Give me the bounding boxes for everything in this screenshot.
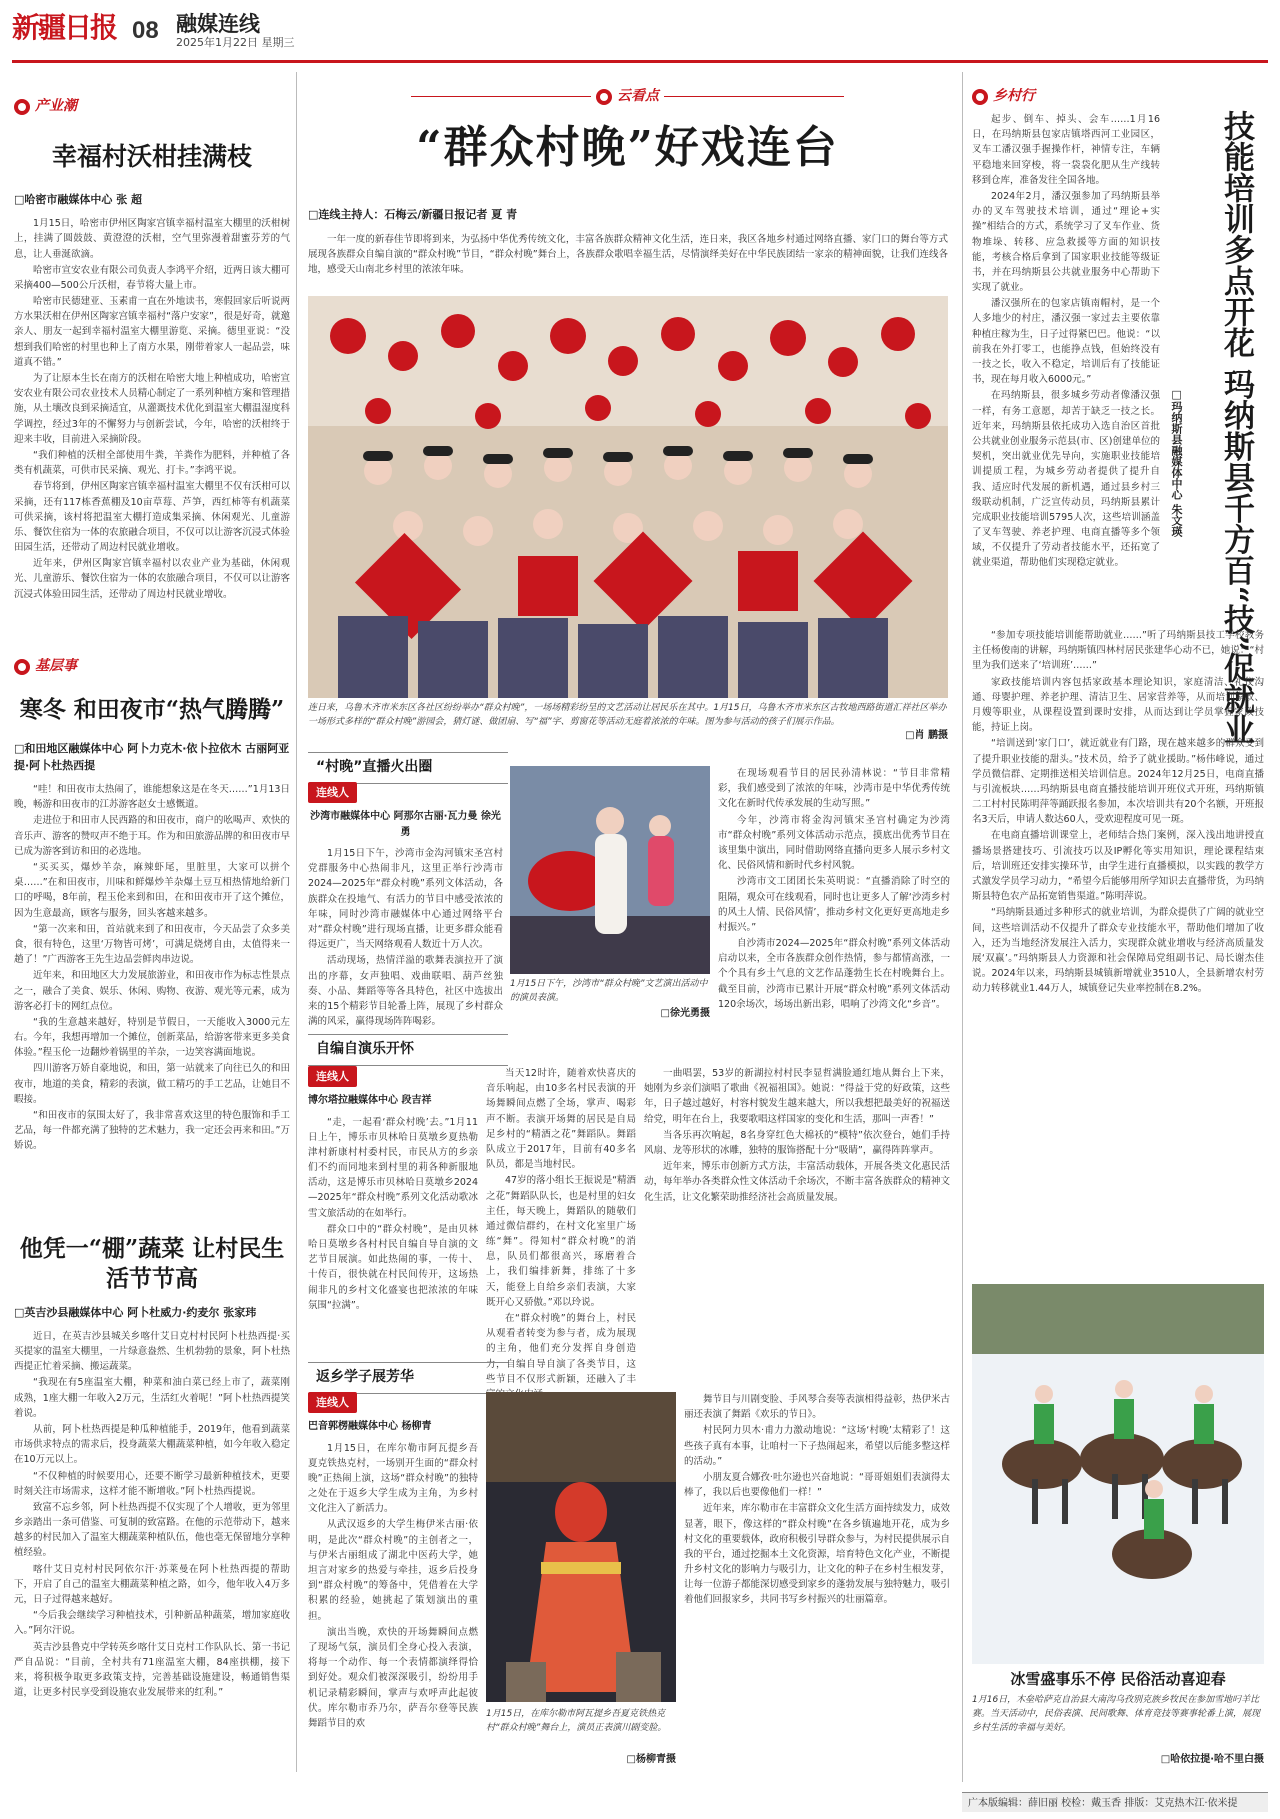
story-body: 1月15日，哈密市伊州区陶家宫镇幸福村温室大棚里的沃柑树上，挂满了圆鼓鼓、黄澄澄的沃柑，空气里弥漫着甜蜜芬芳的气息，让人垂涎欲滴。 哈密市宣安农业有限公司负责人李鸿平介绍，近两日该大棚可采摘400—500公斤沃柑，春节将大量上市。 哈密市民德建亚、玉素甫一直在外地读书，寒假回家后听说两方水果沃柑在伊州区陶家宫镇幸福村“落户安家”，很是好奇，就邀亲人、朋友一起到幸福村温室大棚里游览、采摘。德里亚说：“没想到我们哈密的村里也种上了南方水果，刚带着家人一起品尝，味道真不错。” 为了让原本生长在南方的沃柑在哈密大地上种植成功，哈密宣安农业有限公司农业技术人员精心制定了一系列种植方案和管理措施，从土壤改良到采摘适宜，从灌溉技术优化到温室大棚温湿度科学调控，经过3年的不懈努力与创新尝试，今年，哈密的沃柑终于迎来丰收，目前进入采摘阶段。 “我们种植的沃柑全部使用牛粪，羊粪作为肥料，并种植了各类有机蔬菜，可供市民采摘、观光、打卡。”李鸿平说。 春节将到，伊州区陶家宫镇幸福村温室大棚里不仅有沃柑可以采摘，还有117栋香蕉棚及10亩草莓、芦笋，西红柿等有机蔬菜可供采摘，该村将把温室大棚打造成集采摘、休闲观光、儿童游乐、餐饮住宿为一体的农旅融合项目，不仅可以让游客沉浸式体验田园生活，还带动了周边村民就业增收。 近年来，伊州区陶家宫镇幸福村以农业产业为基础，休闲观光、儿童游乐、餐饮住宿为一体的农旅融合项目，不仅可以让游客沉浸式体验田园生活，还带动了周边村民就业增收。 [14,218,290,600]
story-body: 当天12时许，随着欢快喜庆的音乐响起，由10多名村民表演的开场舞瞬间点燃了全场，掌声、喝彩声不断。表演开场舞的居民是自局足乡村的“精酒之花”舞蹈队。舞蹈队成立于2017年，目前有40多名队员，都是当地村民。 47岁的落小组长王振说是“精酒之花”舞蹈队队长，也是村里的妇女主任，每天晚上，舞蹈队的随敬们通过微信群约，在村文化室里广场练“舞”。得知村“群众村晚”的消息，队员们都很高兴，琢磨着合上，我们编排新舞，排练了十多天，能登上自给乡亲们表演，大家既开心又骄傲。”邓以玲说。 在“群众村晚”的舞台上，村民从观看者转变为参与者，成为展现的主角，他们充分发挥自身创造力，自编自导自演了各类节目，这些节目不仅形式新颖，还融入了丰 [486,1068,637,1385]
photo-credit: □杨柳青摄 [626,1754,676,1765]
editor-credits: 广本版编辑：薛旧丽 校检：戴玉香 排版：艾克热木江·依米提 [962,1792,1268,1812]
right-tag-row [972,86,1152,110]
section-self-directed [308,1034,948,1066]
photo-headline: 冰雪盛事乐不停 民俗活动喜迎春 [1010,1670,1226,1688]
photo-caption: 连日来，乌鲁木齐市米东区各社区纷纷举办“群众村晚”，一场场精彩纷呈的文艺活动让居民乐在其中。1月15日，乌鲁木齐市米东区古牧地西路街道汇祥社区举办一场形式多样的“群众村晚”游园会，猜灯谜、做团扇、写“福”字、剪窗花等活动无庭着浓浓的年味。图为参与活动的孩子们展示作品。 [308,703,947,727]
story-byline: □玛纳斯县融媒体中心 朱文瑛 [1170,388,1184,537]
tag-bullet-icon [14,99,30,115]
subsection-heading: 返乡学子展芳华 [308,1362,508,1394]
story-body: 舞节目与川剧变脸、手风琴合奏等表演相得益彰，热伊米古丽还表演了舞蹈《欢乐的节日》。 村民阿力贝木·甫力力激动地说：“这场‘村晚’太精彩了！这些孩子真有本事，让咱村一下子热闹起来，希望以后能多整这样的活动。” 小朋友夏合娜孜·吐尔逊也兴奋地说：“哥哥姐姐们表演得太棒了，我以后也要像他们一样！” 近年来，库尔勒市在丰富群众文化生活方面持续发力，成效显著，眼下，像这样的“群众村晚”在各乡镇遍地开花，成为乡村文化的重要载体，政府积极引导群众参与，为村民提供展示自我的平台，通过挖掘本土文化资源，培育特色文化产业，不断提升乡村文化的影响力与吸引力，让文化的种子在乡村生根发芽，让每一位游子都能深切感受到家乡的蓬勃发展与独特魅力，吸引着他们回报家乡，共同书写乡村振兴的壮丽篇章。 [684,1394,951,1606]
liaison-chip: 连线人 [308,1392,357,1413]
page-headline: “群众村晚”好戏连台 [416,122,839,173]
story-hotan-night-market [14,656,290,1272]
photo-credit: □徐光勇摄 [660,1008,710,1019]
story-headline: 他凭一“棚”蔬菜 让村民生活节节高 [19,1235,285,1292]
story-byline: □和田地区融媒体中心 阿卜力克木·依卜拉依木 古丽阿亚提·阿卜杜热西提 [14,741,290,773]
subsection-heading: 自编自演乐开怀 [308,1034,508,1066]
story-headline: 技能培训多点开花 玛纳斯县千方百“技”促就业 [1218,110,1254,746]
livestream-article [308,782,503,1026]
photo-performer-umbrella [510,766,710,974]
story-body: 近日，在英吉沙县城关乡喀什艾日克村村民阿卜杜热西提·买买提家的温室大棚里，一片绿意盎然、生机勃勃的景象，阿卜杜热西提正忙着采摘、搬运蔬菜。 “我现在有5座温室大棚，种菜和油白菜已经上市了，蔬菜刚成熟，1座大棚一年收入2万元，生活红火着呢！”阿卜杜热西提笑着说。 从前，阿卜杜热西提是种瓜种植能手，2019年，他看到蔬菜市场供求特点的需求后，投身蔬菜大棚蔬菜种植，如今年收入稳定在10万元以上。 “不仅种植的时候要用心，还要不断学习最新种植技术，更要时刻关注市场需求，这样才能不断增收。”阿卜杜热西提说。 致富不忘乡邻，阿卜杜热西提不仅实现了个人增收，更为邻里乡亲踏出一条可借鉴、可复制的致富路。在他的示范带动下，越来越多的村民加入了温室大棚蔬菜种植队伍，他也毫无保留地分享种植经验。 喀什艾日克村村民阿依尔汗·苏莱曼在阿卜杜热西提的帮助下，开启了自己的温室大棚蔬菜种植之路，如今，他年收入4万多元，日子过得越来越好。 “今后我会继续学习种植技术，引种新品种蔬菜，增加家庭收入。”阿尔汗说。 英吉沙县鲁克中学转英乡喀什艾日克村工作队队长、第一书记严自品说：“目前，全村共有71座温室大棚，84座拱棚，接下来，将积极争取更多政策支持，完善基础设施建设，畅通销售渠道，让更多村民享受到设施农业发展带来的红利。” [14,1330,290,1699]
story-body: 一曲唱罢，53岁的新湖拉村村民李显哲满脸通红地从舞台上下来，她刚为乡亲们演唱了歌曲《祝福祖国》。她说：“得益于党的好政策，这些年，日子越过越好，村容村貌发生越来越大，所以我想把最美好的祝福送给党，明年在台上，我要歌唱这样国家的变化和生活，那叫一声香！” 当各乐再次响起，8名身穿红色大棉袄的“模特”依次登台，她们手持风扇、龙等形状的冰雕，独特的服饰搭配十分“吸睛”，赢得阵阵掌声。 近年来，博乐市创新方式方法，丰富活动载体，开展各类文化惠民活动，每年举办各类群众性文体活动千余场次，不断丰富各族群众的精神文化生活，让文化繁荣助推经济社会高质量发展。 [644,1068,950,1203]
photo-caption: 1月15日，在库尔勒市阿瓦提乡吾夏克铁热克村“群众村晚”舞台上，演员正表演川剧变脸。 [486,1709,667,1733]
story-body: 起步、倒车、掉头、会车……1月16日，在玛纳斯县包家店镇塔西河工业园区，叉车工潘汉强手握操作杆，神情专注，车辆平稳地来回穿梭，将一袋袋化肥从生产线转移到仓库，准备发往全国各地。 2024年2月，潘汉强参加了玛纳斯县举办的叉车驾驶技术培训，通过“理论+实操”相结合的方式，系统学习了叉车作业、货物堆垛、转移、应急救援等方面的知识技能，考核合格后拿到了国家职业技能等级证书，并在玛纳斯县公共就业服务中心帮助下实现了就业。 潘汉强所在的包家店镇南帽村，是一个人多地少的村庄，潘汉强一家过去主要依靠种植庄稼为生，日子过得紧巴巴。他说：“以前我在外打零工，也能挣点钱，但始终没有一技之长，收入不稳定，培训后有了技能证书，现在每月收入6000元。” 在玛纳斯县，很多城乡劳动者像潘汉强一样，有务工意愿，却苦于缺乏一技之长。近年来，玛纳斯县依托成功入选自治区首批公共就业创业服务示范县(市、区)创建单位的契机，突出就业优先导向，实施职业技能培训提质工程，为城乡劳动者提供了提升自我、适应时代发展的新机遇，通过县乡村三级联动机制，广泛宣传动员，玛纳斯县累计完成职业技能培训5795人次，这些培训涵盖了叉车驾驶、养老护理、电商直播等多个领域，不仅提升了劳动者技能水平，还拓宽了就业渠道，帮助他们实现稳定就业。 [972,114,1160,569]
photo-caption: 1月16日，木垒哈萨克自治县大南沟乌孜别克族乡牧民在参加雪地叼羊比赛。当天活动中，民俗表演、民间歌舞、体育竞技等赛事轮番上演，展现乡村生活的幸福与美好。 [972,1695,1261,1733]
column-divider [962,72,963,1782]
story-byline: □英吉沙县融媒体中心 阿卜杜威力·约麦尔 张家玮 [14,1305,257,1319]
story-greenhouse-farmer [14,1234,290,1797]
tag-bullet-icon [972,89,988,105]
subsection-heading: “村晚”直播火出圈 [308,752,508,784]
story-body: 在现场观看节目的居民孙清林说：“节目非常精彩，我们感受到了浓浓的年味，沙湾市是中华优秀传统文化在新时代传承发展的生动写照。” 今年，沙湾市将金沟河镇宋圣宫村确定为沙湾市“群众村晚”系列文体活动示范点，摸底出优秀节目在该里集中演出，同时借助网络直播向更多人展示乡村文化、民俗风情和新时代乡村风貌。 沙湾市文工团团长朱英明说：“直播消除了时空的阻隔，观众可在线观看，同时也让更多人了解‘沙湾乡村的风土人情、民俗风情’，推动乡村文化更好更高地走乡村振兴。” 自沙湾市2024—2025年“群众村晚”系列文体活动启动以来，全市各族群众创作热情，参与都情高涨，一个个具有乡土气息的文艺作品蓬勃生长在村晚舞台上。截至目前，沙湾市已累计开展“群众村晚”系列文体活动120余场次，场场出新出彩，唱响了沙湾文化“乡音”。 [718,768,950,1010]
photo-illustration [972,1284,1264,1664]
story-tag: 产业潮 [14,96,77,118]
center-tag-row [300,86,955,108]
story-body: “参加专项技能培训能帮助就业……”听了玛纳斯县技工学校教务主任杨俊南的讲解，玛纳斯镇四林村居民张建华心动不已，她说：“村里为我们送来了‘培训班’……” 家政技能培训内容包括家政基本理论知识，家庭清洁、礼仪沟通、母婴护理、养老护理、清洁卫生、居家营养等，从而培训家政、月嫂等职业，从课程设置到课时安排，从而达到让学员掌握家政技能，持证上岗。 “培训送到‘家门口’，就近就业有门路，现在越来越多的群众受到了提升职业技能的甜头。”技术员，给予了就业援助。”杨伟峰说，通过学员微信群、定期推送相关培训信息。2024年12月25日，电商直播与引流板块……玛纳斯县电商直播技能培训开班仪式开班，玛纳斯镇二工村村民陈明萍等踊跃报名参加，本次培训共有20个名额，开班报名3天后，申请人数达60人，受欢迎程度可见一斑。 在电商直播培训课堂上，老师结合热门案例，深入浅出地讲授直播场景搭建技巧、引流技巧以及IP孵化等实用知识，理论课程结束后，培训班还安排实操环节，由学生进行直播模拟，以实践的教学方式激发学员学习动力，“希望今后能够用所学知识去直播带货，为玛纳斯县特色农产品拓宽销售渠道。”陈明萍说。 “玛纳斯县通过多种形式的就业培训，为群众提供了广阔的就业空间，这些培训活动不仅提升了群众专业技能水平，帮助他们增加了收入，还为当地经济发展注入活力，实现群众就业增收与经济高质量发展‘双赢’。”玛纳斯县人力资源和社会保障局党组副书记、局长谢杰佳说。2024年以来，玛纳斯县城镇新增就业3510人，全县新增农村劳动力转移就业1.44万人，城镇登记失业率控制在8.2%。 [972,630,1264,995]
photo-illustration [486,1392,676,1702]
story-headline: 幸福村沃柑挂满枝 [51,142,252,172]
tag-bullet-icon [596,89,612,105]
story-byline: □哈密市融媒体中心 张 超 [14,193,143,207]
host-byline: □连线主持人：石梅云/新疆日报记者 夏 青 [308,208,518,221]
section-title: 融媒连线 [176,12,260,36]
story-sunny-citrus [14,96,290,676]
story-tag: 云看点 [411,86,844,108]
issue-date: 2025年1月22日 星期三 [176,36,295,49]
intro-text: 一年一度的新春佳节即将到来，为弘扬中华优秀传统文化，丰富各族群众精神文化生活，连日来，我区各地乡村通过网络直播、家门口的舞台等方式展现各族群众自编自演的“群众村晚”节目，“群众村晚”舞台上，各族群众歌唱幸福生活，尽情演绎美好在中华民族团结一家亲的精神面貌，让我们连线各地，感受天山南北乡村里的浓浓年味。 [308,234,948,276]
page-number: 08 [132,17,159,44]
liaison-chip: 连线人 [308,782,357,803]
photo-snow-horse-race [972,1284,1264,1664]
story-byline: 巴音郭楞融媒体中心 杨柳青 [308,1421,432,1433]
story-body: “哇！和田夜市太热闹了，谁能想象这是在冬天……”1月13日晚，畅游和田夜市的江苏游客赵女士感慨道。 走进位于和田市人民西路的和田夜市，商户的吆喝声、欢快的音乐声、游客的赞叹声不绝于耳。作为和田旅游品牌的和田夜市早已成为游客到访和田的必选地。 “买买买，爆炒羊杂，麻辣虾尾，里脏里，大家可以拼个桌……”在和田夜市，川味和鲜爆炒羊杂爆土豆互相热情地给新门口的呼喝，8年前，程玉伦来到和田，在和田夜市开了这个摊位，因为生意最高，顾客与服务，回头客越来越多。 “第一次来和田，首站就来到了和田夜市，今天品尝了众多美食，很有特色，这里‘万物皆可烤’，可满足烧烤自由，太值得来一趟了！”广西游客王先生边品尝鲜肉串边说。 近年来，和田地区大力发展旅游业，和田夜市作为标志性景点之一，融合了美食、娱乐、休闲、购物、夜游、观光等元素，成为游客必打卡的网红点位。 “我的生意越来越好，特别是节假日，一天能收入3000元左右。今年，我想再增加一个摊位，创新菜品，给游客带来更多美食体验。”程玉伦一边翻炒着锅里的羊杂，一边笑容满面地说。 四川游客万娇自豪地说，和田，第一站就来了向往已久的和田夜市，地道的美食，精彩的表演，做工精巧的手工艺品，让她目不暇接。 “和田夜市的氛围太好了，我非常喜欢这里的特色服饰和手工艺品，每一件都充满了独特的艺术魅力，我一定还会再来和田。”万娇说。 [14,784,290,1152]
story-byline: 沙湾市融媒体中心 阿那尔古丽·瓦力曼 徐光勇 [310,811,501,838]
story-headline: 寒冬 和田夜市“热气腾腾” [19,696,285,724]
photo-children-with-fu [308,296,948,698]
tag-bullet-icon [14,659,30,675]
paper-name: 新疆日报 [12,11,117,44]
returning-students-article [308,1392,478,1791]
liaison-chip: 连线人 [308,1066,357,1087]
story-body: “走，一起看‘群众村晚’去。”1月11日上午，博乐市贝林哈日莫墩乡夏热勒津村新康村村委村民，市民从方的乡亲们不约而同地来到村里的莉各种新服地活动，这是博乐市贝林哈日莫墩乡2024—2025年“群众村晚”系列文化活动歌冰雪文旅活动的在如举行。 群众口中的“群众村晚”，是由贝林哈日莫墩乡各村村民自编自导自演的文艺节目展演。如此热闹的事，一传十、十传百，很快就在村民间传开，这场热闹非凡的乡村文化盛宴也把浓浓的年味氛围“拉满”。 [308,1116,478,1311]
column-divider [296,72,297,1772]
story-tag: 乡村行 [972,86,1035,108]
photo-credit: □肖 鹏摄 [905,730,948,741]
story-byline: 博尔塔拉融媒体中心 段吉祥 [308,1095,432,1107]
photo-face-changing [486,1392,676,1702]
photo-caption: 1月15日下午，沙湾市“群众村晚”文艺演出活动中的演员表演。 [510,979,708,1003]
photo-credit: □哈依拉提·哈不里白摄 [1160,1754,1264,1765]
section-returning-students [308,1362,948,1394]
photo-illustration [510,766,710,974]
story-body: 1月15日，在库尔勒市阿瓦提乡吾夏克铁热克村，一场别开生面的“群众村晚”正热闹上演，这场“群众村晚”的独特之处在于返乡大学生成为主角，为乡村文化注入了新活力。 从武汉返乡的大学生梅伊米古丽·依明，是此次“群众村晚”的主创者之一，与伊米古丽组成了湖北中医药大学，她坦言对家乡的热爱与牵挂，返乡后投身到“群众村晚”的筹备中，凭借着在大学积累的经验，她挑起了策划演出的重担。 演出当晚，欢快的开场舞瞬间点燃了现场气氛，演员们全身心投入表演，将每一个动作、每一个表情都演绎得恰到好处。观众们被深深吸引，纷纷用手机记录精彩瞬间，掌声与欢呼声此起彼伏。库尔勒市乔乃尔，萨吾尔登等民族舞蹈节目的欢 [308,1442,478,1729]
story-body: 1月15日下午，沙湾市金沟河镇宋圣宫村党群服务中心热闹非凡，这里正举行沙湾市2024—2025年“群众村晚”系列文体活动，各族群众在投地气、有活力的节目中感受浓浓的年味，同时沙湾市融媒体中心通过网络平台对“群众村晚”进行现场直播，让更多群众能看得远更广，当天网络观看人数近十万人次。 活动现场，热情洋溢的歌舞表演拉开了演出的序幕，女声独唱、戏曲联唱、葫芦丝独奏、小品、舞蹈等等各具特色，社区中选拔出来的15个精彩节目轮番上阵，展现了乡村群众满的风采，赢得现场阵阵喝彩。 [308,848,503,1028]
photo-illustration [308,296,948,698]
self-directed-article [308,1066,478,1369]
masthead-rule [12,60,1268,63]
story-tag: 基层事 [14,656,77,678]
